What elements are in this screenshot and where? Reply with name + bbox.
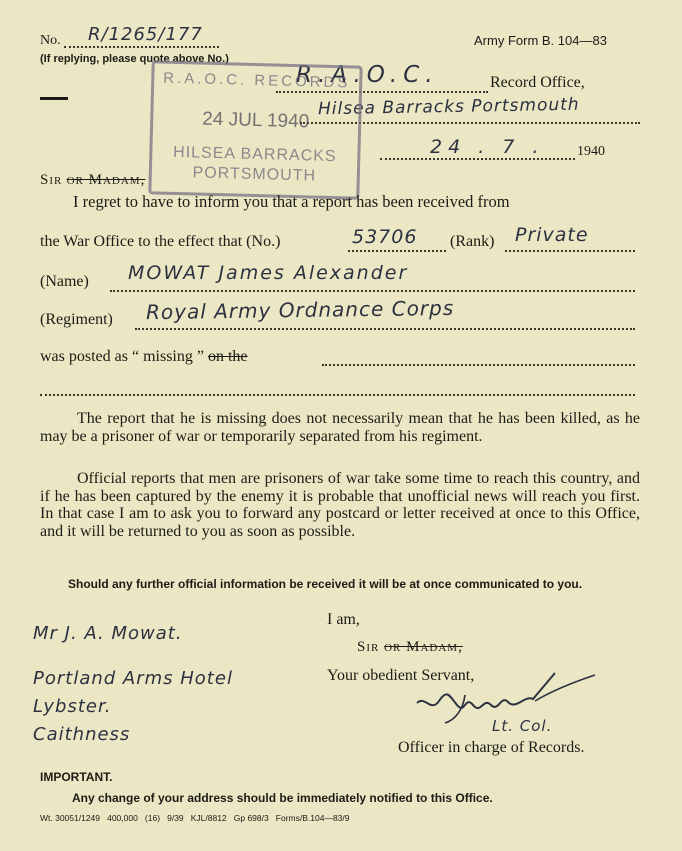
intro-line: I regret to have to inform you that a report has been received from bbox=[73, 192, 510, 211]
signature-rank: Lt. Col. bbox=[492, 717, 553, 735]
regiment-field-line bbox=[135, 328, 635, 330]
address-line-1: Mr J. A. Mowat. bbox=[33, 623, 183, 644]
war-office-line: the War Office to the effect that (No.) bbox=[40, 233, 281, 250]
posted-as-text: was posted as “ missing ” bbox=[40, 348, 204, 365]
closing-i-am: I am, bbox=[327, 611, 360, 628]
rank-label: (Rank) bbox=[450, 233, 495, 250]
address-line-3: Lybster. bbox=[33, 696, 112, 717]
print-code: Wt. 30051/1249 400,000 (16) 9/39 KJL/8812 Gp 698/3 Forms/B.104—83/9 bbox=[40, 813, 350, 823]
regiment-label: (Regiment) bbox=[40, 311, 113, 328]
regiment-value: Royal Army Ordnance Corps bbox=[145, 295, 455, 325]
officer-title: Officer in charge of Records. bbox=[398, 739, 585, 756]
posted-on-the: on the bbox=[207, 348, 248, 365]
service-number: 53706 bbox=[352, 226, 418, 248]
important-text: Any change of your address should be immediately notified to this Office. bbox=[72, 791, 493, 805]
address-line-2: Portland Arms Hotel bbox=[33, 668, 233, 689]
name-label: (Name) bbox=[40, 273, 89, 290]
stamp-date: 24 JUL 1940 bbox=[201, 108, 310, 133]
number-label: No. bbox=[40, 33, 61, 48]
posted-as-line bbox=[40, 348, 248, 366]
date-dotted-line bbox=[380, 158, 575, 160]
salutation-sir: Sir bbox=[40, 172, 63, 188]
blank-field-line bbox=[40, 394, 635, 396]
important-heading: IMPORTANT. bbox=[40, 770, 113, 784]
paragraph-missing: The report that he is missing does not necessarily mean that he has been killed, as he may be a prisoner of war or temporarily separated from his regiment. bbox=[40, 410, 640, 445]
salutation-madam: or Madam, bbox=[66, 172, 146, 188]
margin-mark bbox=[40, 97, 68, 100]
number-dotted-line bbox=[64, 46, 219, 48]
rank-field-line bbox=[505, 250, 635, 252]
paragraph-prisoners: Official reports that men are prisoners of war take some time to reach this country, and if he has been captured by the enemy it is probable that unofficial news will reach you first. In that case I am to ask you to forward any postcard or letter received at once to this Office, and it will be returned to you as soon as possible. bbox=[40, 470, 640, 540]
date-stamp bbox=[148, 60, 362, 199]
letter-date: 24 . 7 . bbox=[430, 136, 545, 158]
salutation bbox=[40, 172, 145, 189]
reply-note: (If replying, please quote above No.) bbox=[40, 53, 229, 65]
address-line-4: Caithness bbox=[33, 724, 131, 745]
name-field-line bbox=[110, 290, 635, 292]
form-name: Army Form B. 104—83 bbox=[474, 33, 607, 48]
record-office-address: Hilsea Barracks Portsmouth bbox=[317, 94, 580, 120]
stamp-line-3: HILSEA BARRACKS bbox=[172, 143, 337, 166]
paragraph-further-info: Should any further official information be received it will be at once communicated to you. bbox=[68, 577, 583, 591]
posted-field-line bbox=[322, 364, 635, 366]
rank-value: Private bbox=[515, 224, 589, 246]
closing-salutation bbox=[357, 639, 463, 656]
closing-madam: or Madam, bbox=[384, 639, 463, 655]
record-office-label: Record Office, bbox=[490, 74, 585, 91]
soldier-name: MOWAT James Alexander bbox=[128, 262, 409, 284]
stamp-line-4: PORTSMOUTH bbox=[192, 164, 317, 185]
stamp-line-1: R.A.O.C. RECORDS bbox=[163, 69, 351, 92]
reference-number: R/1265/177 bbox=[88, 24, 203, 45]
closing-sir: Sir bbox=[357, 639, 380, 655]
number-field-line bbox=[348, 250, 446, 252]
letter-year: 1940 bbox=[577, 144, 605, 159]
closing-servant: Your obedient Servant, bbox=[327, 667, 475, 684]
record-office-handwritten: R.A.O.C. bbox=[296, 62, 439, 88]
